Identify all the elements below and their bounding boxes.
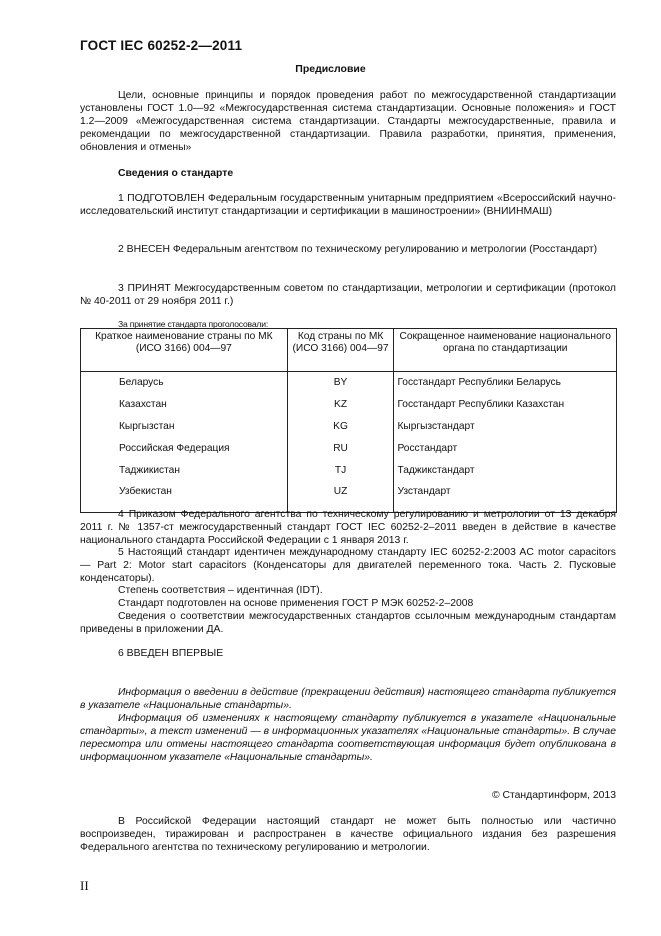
- body-cell: Госстандарт Республики Беларусь: [394, 372, 617, 395]
- item-4-paragraph: 4 Приказом Федерального агентства по техническому регулированию и метрологии от 13 декабря 2011 г. № 1357-ст межгосударственный стандарт ГОСТ IEC 60252-2–2011 введен в действие в качестве национального стандарта Российской Федерации с 1 января 2013 г.: [80, 509, 616, 546]
- page-number: II: [80, 878, 89, 893]
- country-cell: Беларусь: [81, 372, 288, 395]
- item-5-basis: Стандарт подготовлен на основе применения ГОСТ Р МЭК 60252-2–2008: [118, 598, 474, 609]
- vote-caption: За принятие стандарта проголосовали:: [118, 319, 269, 329]
- table-row: [81, 438, 617, 460]
- header-body: Сокращенное наименование национального органа по стандартизации: [394, 329, 617, 372]
- item-5-degree: Степень соответствия – идентичная (IDT).: [118, 585, 323, 596]
- header-country: Краткое наименование страны по МК (ИСО 3166) 004—97: [81, 329, 288, 372]
- legal-notice: В Российской Федерации настоящий стандарт не может быть полностью или частично воспроизведен, тиражирован и распространен в качестве официального издания без разрешения Федерального агентства по техническому регулированию и метрологии.: [80, 816, 616, 853]
- table-header-row: [81, 329, 617, 372]
- section-title: Сведения о стандарте: [118, 168, 234, 179]
- header-code: Код страны по МК (ИСО 3166) 004—97: [287, 329, 394, 372]
- info-introduction: Информация о введении в действие (прекращении действия) настоящего стандарта публикуется в указателе «Национальные стандарты».: [80, 687, 616, 711]
- item-1-paragraph: 1 ПОДГОТОВЛЕН Федеральным государственным унитарным предприятием «Всероссийский научно-исследовательский институт стандартизации и сертификации в машиностроении» (ВНИИНМАШ): [80, 193, 616, 217]
- item-5-references: Сведения о соответствии межгосударственных стандартов ссылочным международным стандартам приведены в приложении ДА.: [80, 611, 616, 635]
- item-5-paragraph: 5 Настоящий стандарт идентичен международному стандарту IEC 60252-2:2003 AC motor capacitors — Part 2: Motor start capacitors (Конденсаторы для двигателей переменного тока. Часть 2. Пусковые конденсаторы).: [80, 547, 616, 584]
- item-2-paragraph: 2 ВНЕСЕН Федеральным агентством по техническому регулированию и метрологии (Росстандарт): [118, 244, 598, 255]
- code-cell: TJ: [287, 460, 394, 482]
- country-cell: Таджикистан: [81, 460, 288, 482]
- copyright: © Стандартинформ, 2013: [491, 790, 616, 801]
- document-header: ГОСТ IEC 60252-2—2011: [80, 38, 243, 53]
- country-cell: Российская Федерация: [81, 438, 288, 460]
- table-row: [81, 394, 617, 416]
- country-cell: Казахстан: [81, 394, 288, 416]
- code-cell: KZ: [287, 394, 394, 416]
- table-row: [81, 460, 617, 482]
- info-changes: Информация об изменениях к настоящему стандарту публикуется в указателе «Национальные стандарты», а текст изменений — в информационных указателях «Национальные стандарты». В случае пересмотра или отмены настоящего стандарта соответствующая информация будет опубликована в информационном указателе «Национальные стандарты».: [80, 713, 616, 763]
- body-cell: Узстандарт: [394, 482, 617, 513]
- code-cell: RU: [287, 438, 394, 460]
- voting-table: [80, 328, 617, 513]
- page-title: Предисловие: [295, 63, 366, 75]
- code-cell: BY: [287, 372, 394, 395]
- country-cell: Кыргызстан: [81, 416, 288, 438]
- item-6-paragraph: 6 ВВЕДЕН ВПЕРВЫЕ: [118, 648, 224, 659]
- code-cell: UZ: [287, 482, 394, 513]
- table-row: [81, 416, 617, 438]
- intro-paragraph: Цели, основные принципы и порядок проведения работ по межгосударственной стандартизации установлены ГОСТ 1.0—92 «Межгосударственная система стандартизации. Основные положения» и ГОСТ 1.2—2009 «Межгосударственная система стандартизации. Стандарты межгосударственные, правила и рекомендации по межгосударственной стандартизации. Правила разработки, принятия, применения, обновления и отмены»: [80, 90, 616, 153]
- body-cell: Кыргызстандарт: [394, 416, 617, 438]
- body-cell: Росстандарт: [394, 438, 617, 460]
- code-cell: KG: [287, 416, 394, 438]
- body-cell: Госстандарт Республики Казахстан: [394, 394, 617, 416]
- country-cell: Узбекистан: [81, 482, 288, 513]
- item-3-paragraph: 3 ПРИНЯТ Межгосударственным советом по стандартизации, метрологии и сертификации (протокол № 40-2011 от 29 ноября 2011 г.): [80, 283, 616, 307]
- table-row: [81, 372, 617, 395]
- body-cell: Таджикстандарт: [394, 460, 617, 482]
